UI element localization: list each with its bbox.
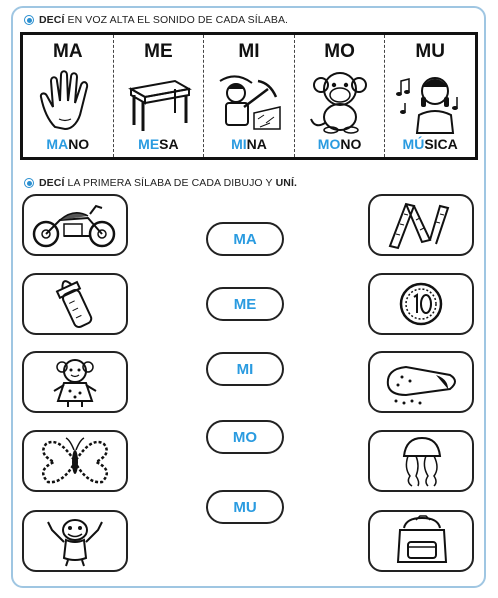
syllable-word — [204, 136, 294, 152]
doll-icon — [30, 355, 120, 409]
toy-monster-icon — [30, 514, 120, 568]
coin-icon — [376, 277, 466, 331]
syllable-word — [114, 136, 204, 152]
baby-bottle-icon — [30, 277, 120, 331]
syllable-heading: MO — [324, 41, 355, 62]
bread-icon — [376, 355, 466, 409]
syllable-heading: MA — [53, 41, 83, 62]
motorcycle-icon — [30, 198, 120, 252]
jellyfish-icon — [376, 434, 466, 488]
word-rest: NO — [68, 136, 90, 152]
left-picture-4[interactable] — [22, 430, 128, 492]
instruction-1-text: EN VOZ ALTA EL SONIDO DE CADA SÍLABA. — [67, 14, 289, 26]
right-picture-2[interactable] — [368, 273, 474, 335]
bullet-icon — [24, 15, 34, 25]
right-picture-4[interactable] — [368, 430, 474, 492]
word-rest: SICA — [424, 136, 458, 152]
right-picture-1[interactable] — [368, 194, 474, 256]
syllable-table — [20, 32, 478, 160]
instruction-1 — [24, 14, 288, 26]
syllable-pill-ma[interactable]: MA — [206, 222, 284, 256]
instruction-2-end: UNÍ. — [275, 177, 298, 189]
word-highlight: MÚ — [402, 136, 425, 152]
backpack-icon — [376, 514, 466, 568]
syllable-heading: MU — [415, 41, 445, 62]
left-picture-1[interactable] — [22, 194, 128, 256]
instruction-1-bold: DECÍ — [39, 14, 65, 26]
syllable-pill-me[interactable]: ME — [206, 287, 284, 321]
syllable-word — [23, 136, 113, 152]
word-rest: NO — [340, 136, 362, 152]
instruction-2-text: LA PRIMERA SÍLABA DE CADA DIBUJO Y — [67, 177, 273, 189]
left-picture-5[interactable] — [22, 510, 128, 572]
hand-icon — [33, 67, 103, 135]
left-picture-2[interactable] — [22, 273, 128, 335]
syllable-pill-mo[interactable]: MO — [206, 420, 284, 454]
butterfly-icon — [30, 434, 120, 488]
syllable-word — [295, 136, 385, 152]
syllable-pill-mi[interactable]: MI — [206, 352, 284, 386]
syllable-pill-mu[interactable]: MU — [206, 490, 284, 524]
syllable-cell-mi — [204, 35, 295, 157]
word-rest: NA — [246, 136, 267, 152]
instruction-2-bold: DECÍ — [39, 177, 65, 189]
bullet-icon — [24, 178, 34, 188]
folding-ruler-icon — [376, 198, 466, 252]
word-highlight: MA — [46, 136, 69, 152]
right-picture-3[interactable] — [368, 351, 474, 413]
word-highlight: MO — [317, 136, 341, 152]
syllable-cell-mo — [295, 35, 386, 157]
miner-icon — [214, 67, 284, 135]
music-child-icon — [395, 67, 465, 135]
syllable-word — [385, 136, 475, 152]
monkey-icon — [305, 67, 375, 135]
syllable-heading: ME — [144, 41, 173, 62]
syllable-heading: MI — [238, 41, 260, 62]
syllable-cell-me — [114, 35, 205, 157]
table-icon — [123, 67, 193, 135]
right-picture-5[interactable] — [368, 510, 474, 572]
syllable-cell-ma — [23, 35, 114, 157]
word-highlight: MI — [231, 136, 247, 152]
word-highlight: ME — [138, 136, 160, 152]
instruction-2 — [24, 177, 297, 189]
word-rest: SA — [159, 136, 179, 152]
syllable-cell-mu — [385, 35, 475, 157]
left-picture-3[interactable] — [22, 351, 128, 413]
